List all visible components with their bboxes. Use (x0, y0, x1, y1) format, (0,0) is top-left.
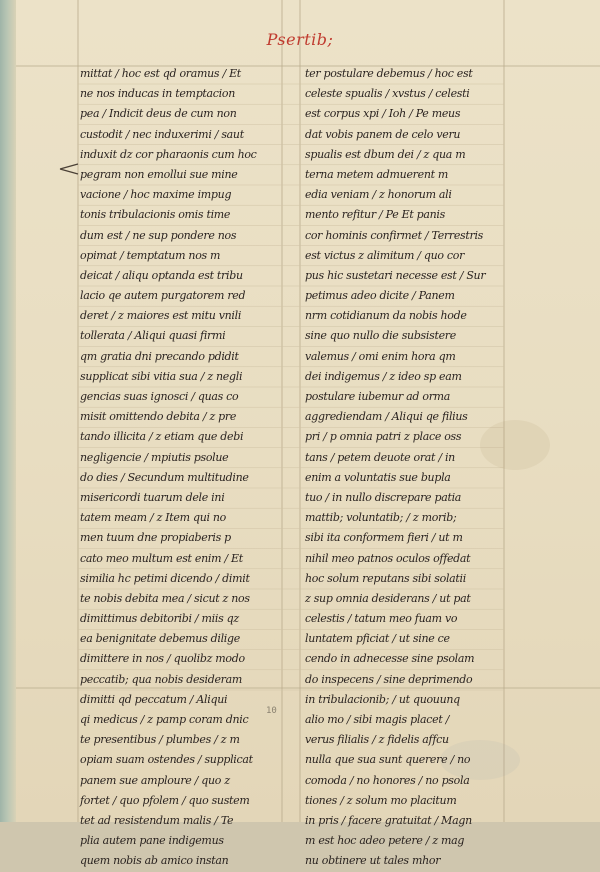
text-line: sibi ita conformem fieri / ut m (305, 531, 463, 545)
text-line: ne nos inducas in temptacion (80, 87, 235, 101)
text-line: dat vobis panem de celo veru (305, 127, 461, 141)
text-line: plia autem pane indigemus (80, 834, 224, 848)
text-line: tiones / z solum mo placitum (305, 793, 457, 807)
text-line: valemus / omi enim hora qm (305, 349, 456, 363)
text-line: dei indigemus / z ideo sp eam (305, 369, 462, 383)
text-line: gencias suas ignosci / quas co (80, 390, 239, 403)
text-line: do dies / Secundum multitudine (80, 470, 249, 484)
text-line: petimus adeo dicite / Panem (305, 289, 455, 303)
text-line: pea / Indicit deus de cum non (80, 107, 237, 121)
text-line: postulare iubemur ad orma (305, 390, 451, 403)
folio-number: 10 (266, 706, 277, 716)
text-line: terna metem admuerent m (305, 167, 449, 181)
text-line: pri / p omnia patri z place oss (305, 430, 462, 444)
text-line: peccatib; qua nobis desideram (80, 672, 243, 686)
text-line: opimat / temptatum nos m (80, 248, 221, 262)
text-line: ea benignitate debemus dilige (80, 632, 240, 646)
text-line: z sup omnia desiderans / ut pat (305, 591, 471, 605)
text-line: tuo / in nullo discrepare patia (305, 490, 462, 504)
text-line: cato meo multum est enim / Et (80, 551, 243, 565)
text-line: tando illicita / z etiam que debi (80, 430, 244, 444)
text-line: alio mo / sibi magis placet / (305, 713, 450, 726)
text-line: aggrediendam / Aliqui qe filius (305, 410, 468, 424)
text-line: tatem meam / z Item qui no (80, 511, 227, 525)
text-line: pegram non emollui sue mine (80, 167, 238, 181)
text-line: enim a voluntatis sue bupla (305, 470, 451, 484)
text-line: edia veniam / z honorum ali (305, 188, 452, 202)
text-line: supplicat sibi vitia sua / z negli (80, 369, 243, 383)
text-line: mittat / hoc est qd oramus / Et (80, 67, 241, 80)
right-text-column (305, 64, 505, 872)
text-line: qm gratia dni precando pdidit (80, 349, 239, 363)
text-line: nu obtinere ut tales mhor (305, 854, 441, 868)
text-line: quem nobis ab amico instan (80, 854, 229, 868)
text-line: cendo in adnecesse sine psolam (305, 652, 475, 666)
text-line: in pris / facere gratuitat / Magn (305, 813, 472, 827)
text-line: misericordi tuarum dele ini (80, 490, 225, 504)
text-line: spualis est dbum dei / z qua m (305, 147, 466, 161)
text-line: comoda / no honores / no psola (305, 773, 470, 787)
text-line: mattib; voluntatib; / z morib; (305, 511, 457, 525)
text-line: te presentibus / plumbes / z m (80, 733, 240, 747)
text-line: celestis / tatum meo fuam vo (305, 612, 458, 626)
text-line: misit omittendo debita / z pre (80, 410, 237, 424)
text-line: dimitti qd peccatum / Aliqui (80, 692, 228, 706)
text-line: qi medicus / z pamp coram dnic (80, 713, 249, 726)
text-line: est corpus xpi / Ioh / Pe meus (305, 107, 461, 121)
text-line: panem sue amploure / quo z (80, 773, 230, 787)
text-line: tans / petem deuote orat / in (305, 450, 455, 464)
text-line: dimittimus debitoribi / miis qz (80, 612, 239, 626)
text-line: vacione / hoc maxime impug (80, 188, 232, 202)
margin-pointer-mark (58, 162, 80, 176)
text-line: nihil meo patnos oculos offedat (305, 551, 471, 565)
text-line: nulla que sua sunt querere / no (305, 753, 471, 767)
text-line: custodit / nec induxerimi / saut (80, 127, 244, 141)
text-line: in tribulacionib; / ut quouunq (305, 692, 460, 706)
text-line: nrm cotidianum da nobis hode (305, 309, 467, 323)
text-line: tollerata / Aliqui quasi firmi (80, 329, 226, 343)
text-line: fortet / quo pfolem / quo sustem (80, 793, 250, 807)
text-line: pus hic sustetari necesse est / Sur (305, 268, 486, 282)
text-line: est victus z alimitum / quo cor (305, 248, 465, 262)
text-line: ter postulare debemus / hoc est (305, 67, 473, 80)
text-line: cor hominis confirmet / Terrestris (305, 228, 484, 242)
text-line: do inspecens / sine deprimendo (305, 672, 473, 686)
text-line: men tuum dne propiaberis p (80, 531, 231, 545)
text-line: tonis tribulacionis omis time (80, 208, 231, 222)
text-line: induxit dz cor pharaonis cum hoc (80, 147, 257, 161)
text-line: opiam suam ostendes / supplicat (80, 753, 253, 767)
text-line: celeste spualis / xvstus / celesti (305, 87, 470, 101)
text-line: hoc solum reputans sibi solatii (305, 571, 466, 585)
left-text-column (80, 64, 280, 872)
text-line: tet ad resistendum malis / Te (80, 813, 234, 827)
text-line: dum est / ne sup pondere nos (80, 228, 237, 242)
text-line: verus filialis / z fidelis affcu (305, 733, 449, 747)
text-line: lacio qe autem purgatorem red (80, 289, 246, 303)
running-title: Psertib; (266, 30, 334, 49)
text-line: dimittere in nos / quolibz modo (80, 652, 245, 666)
text-line: m est hoc adeo petere / z mag (305, 834, 465, 848)
text-line: negligencie / mpiutis psolue (80, 450, 229, 464)
text-line: mento refitur / Pe Et panis (305, 208, 445, 222)
text-line: deret / z maiores est mitu vnili (80, 309, 242, 323)
text-line: similia hc petimi dicendo / dimit (80, 571, 250, 585)
text-line: sine quo nullo die subsistere (305, 329, 456, 343)
text-line: deicat / aliqu optanda est tribu (80, 268, 243, 282)
text-line: te nobis debita mea / sicut z nos (80, 591, 250, 605)
text-line: luntatem pficiat / ut sine ce (305, 632, 450, 646)
